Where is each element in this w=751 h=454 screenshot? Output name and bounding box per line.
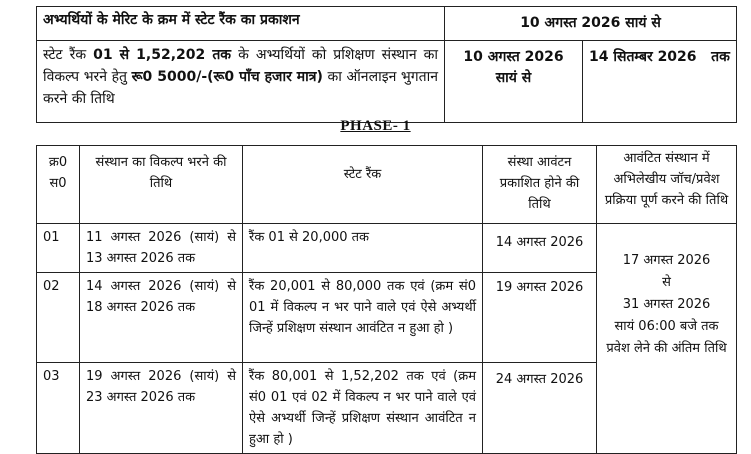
payment-description: स्टेट रैंक 01 से 1,52,202 तक के अभ्यर्थियों को प्रशिक्षण संस्थान का विकल्प भरने हेतु रू0 5000/-(रू0 पाँच हजार मात्र) का ऑनलाइन भुगतान करने की तिथि [37,41,445,123]
row-allot-date: 19 अगस्त 2026 [483,273,597,363]
row-choice-date: 19 अगस्त 2026 (सायं) से 23 अगस्त 2026 तक [80,363,243,454]
payment-start-date: 10 अगस्त 2026 सायं से [445,41,583,123]
header-choice-date: संस्थान का विकल्प भरने की तिथि [80,146,243,224]
header-sno: क्र0 स0 [37,146,80,224]
payment-end-date: 14 सितम्बर 2026 तक [583,41,737,123]
row-allot-date: 14 अगस्त 2026 [483,224,597,273]
header-state-rank: स्टेट रैंक [243,146,483,224]
row-sno: 02 [37,273,80,363]
row-choice-date: 14 अगस्त 2026 (सायं) से 18 अगस्त 2026 तक [80,273,243,363]
row-choice-date: 11 अगस्त 2026 (सायं) से 13 अगस्त 2026 तक [80,224,243,273]
row-allot-date: 24 अगस्त 2026 [483,363,597,454]
row-state-rank: रैंक 20,001 से 80,000 तक एवं (क्रम सं0 01 में विकल्प न भर पाने वाले एवं ऐसे अभ्यर्थी जिन्हें प्रशिक्षण संस्थान आवंटित न हुआ हो ) [243,273,483,363]
phase-1-table [36,145,737,454]
merit-rank-date: 10 अगस्त 2026 सायं से [445,7,737,41]
row-sno: 03 [37,363,80,454]
header-allot-date: संस्था आवंटन प्रकाशित होने की तिथि [483,146,597,224]
admission-period: 17 अगस्त 2026 से 31 अगस्त 2026 सायं 06:00 बजे तक प्रवेश लेने की अंतिम तिथि [597,224,737,454]
phase-title: PHASE- 1 [340,118,411,134]
header-admission: आवंटित संस्थान में अभिलेखीय जॉच/प्रवेश प्रक्रिया पूर्ण करने की तिथि [597,146,737,224]
table-row [37,224,737,273]
row-state-rank: रैंक 80,001 से 1,52,202 तक एवं (क्रम सं0 01 एवं 02 में विकल्प न भर पाने वाले एवं ऐसे अभ्यर्थी जिन्हें प्रशिक्षण संस्थान आवंटित न हुआ हो ) [243,363,483,454]
row-sno: 01 [37,224,80,273]
merit-rank-label: अभ्यर्थियों के मेरिट के क्रम में स्टेट रैंक का प्रकाशन [37,7,445,41]
row-state-rank: रैंक 01 से 20,000 तक [243,224,483,273]
schedule-table-top [36,6,737,123]
